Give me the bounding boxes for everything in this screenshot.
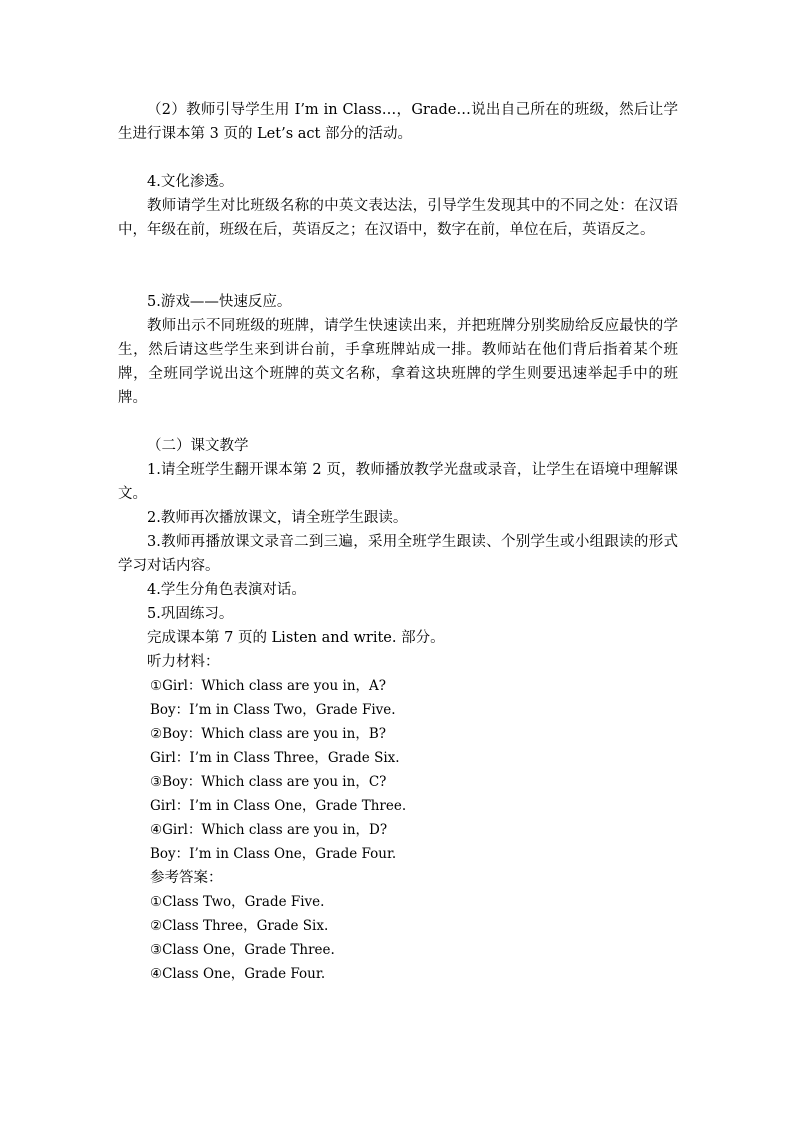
listening-line: Girl：I’m in Class One，Grade Three. — [150, 798, 407, 814]
game-section — [118, 290, 678, 410]
listening-line: ③Boy：Which class are you in，C? — [150, 774, 387, 790]
game-body: 教师出示不同班级的班牌，请学生快速读出来，并把班牌分别奖励给反应最快的学生，然后请这些学生来到讲台前，手拿班牌站成一排。教师站在他们背后指着某个班牌，全班同学说出这个班牌的英文名称，拿着这块班牌的学生则要迅速举起手中的班牌。 — [118, 318, 678, 406]
text-step-2: 2.教师再次播放课文，请全班学生跟读。 — [147, 510, 408, 526]
exercise-instruction: 完成课本第 7 页的 Listen and write. 部分。 — [147, 630, 445, 646]
answer-line: ②Class Three，Grade Six. — [150, 918, 329, 934]
intro-section — [118, 98, 678, 146]
culture-section — [118, 170, 678, 242]
text-step-5: 5.巩固练习。 — [147, 606, 234, 622]
game-heading: 5.游戏——快速反应。 — [147, 294, 292, 310]
listening-line: Boy：I’m in Class One，Grade Four. — [150, 846, 397, 862]
text-step-3: 3.教师再播放课文录音二到三遍，采用全班学生跟读、个别学生或小组跟读的形式学习对话内容。 — [118, 534, 678, 574]
answer-line: ③Class One，Grade Three. — [150, 942, 335, 958]
listening-line: Boy：I’m in Class Two，Grade Five. — [150, 702, 396, 718]
text-teaching-heading: （二）课文教学 — [147, 438, 249, 454]
text-step-1: 1.请全班学生翻开课本第 2 页，教师播放教学光盘或录音，让学生在语境中理解课文。 — [118, 462, 678, 502]
answer-line: ④Class One，Grade Four. — [150, 966, 326, 982]
listening-line: Girl：I’m in Class Three，Grade Six. — [150, 750, 400, 766]
listening-label: 听力材料： — [147, 654, 220, 670]
answer-line: ①Class Two，Grade Five. — [150, 894, 325, 910]
culture-body: 教师请学生对比班级名称的中英文表达法，引导学生发现其中的不同之处：在汉语中，年级在前，班级在后，英语反之；在汉语中，数字在前，单位在后，英语反之。 — [118, 198, 678, 238]
intro-paragraph: （2）教师引导学生用 I’m in Class…，Grade…说出自己所在的班级，然后让学生进行课本第 3 页的 Let’s act 部分的活动。 — [118, 102, 678, 142]
listening-line: ①Girl：Which class are you in，A? — [150, 678, 387, 694]
listening-line: ④Girl：Which class are you in，D? — [150, 822, 388, 838]
text-teaching-section — [118, 434, 678, 674]
culture-heading: 4.文化渗透。 — [147, 174, 234, 190]
listening-line: ②Boy：Which class are you in，B? — [150, 726, 386, 742]
text-step-4: 4.学生分角色表演对话。 — [147, 582, 306, 598]
listening-material-list — [150, 674, 670, 986]
answer-label: 参考答案： — [150, 870, 223, 886]
